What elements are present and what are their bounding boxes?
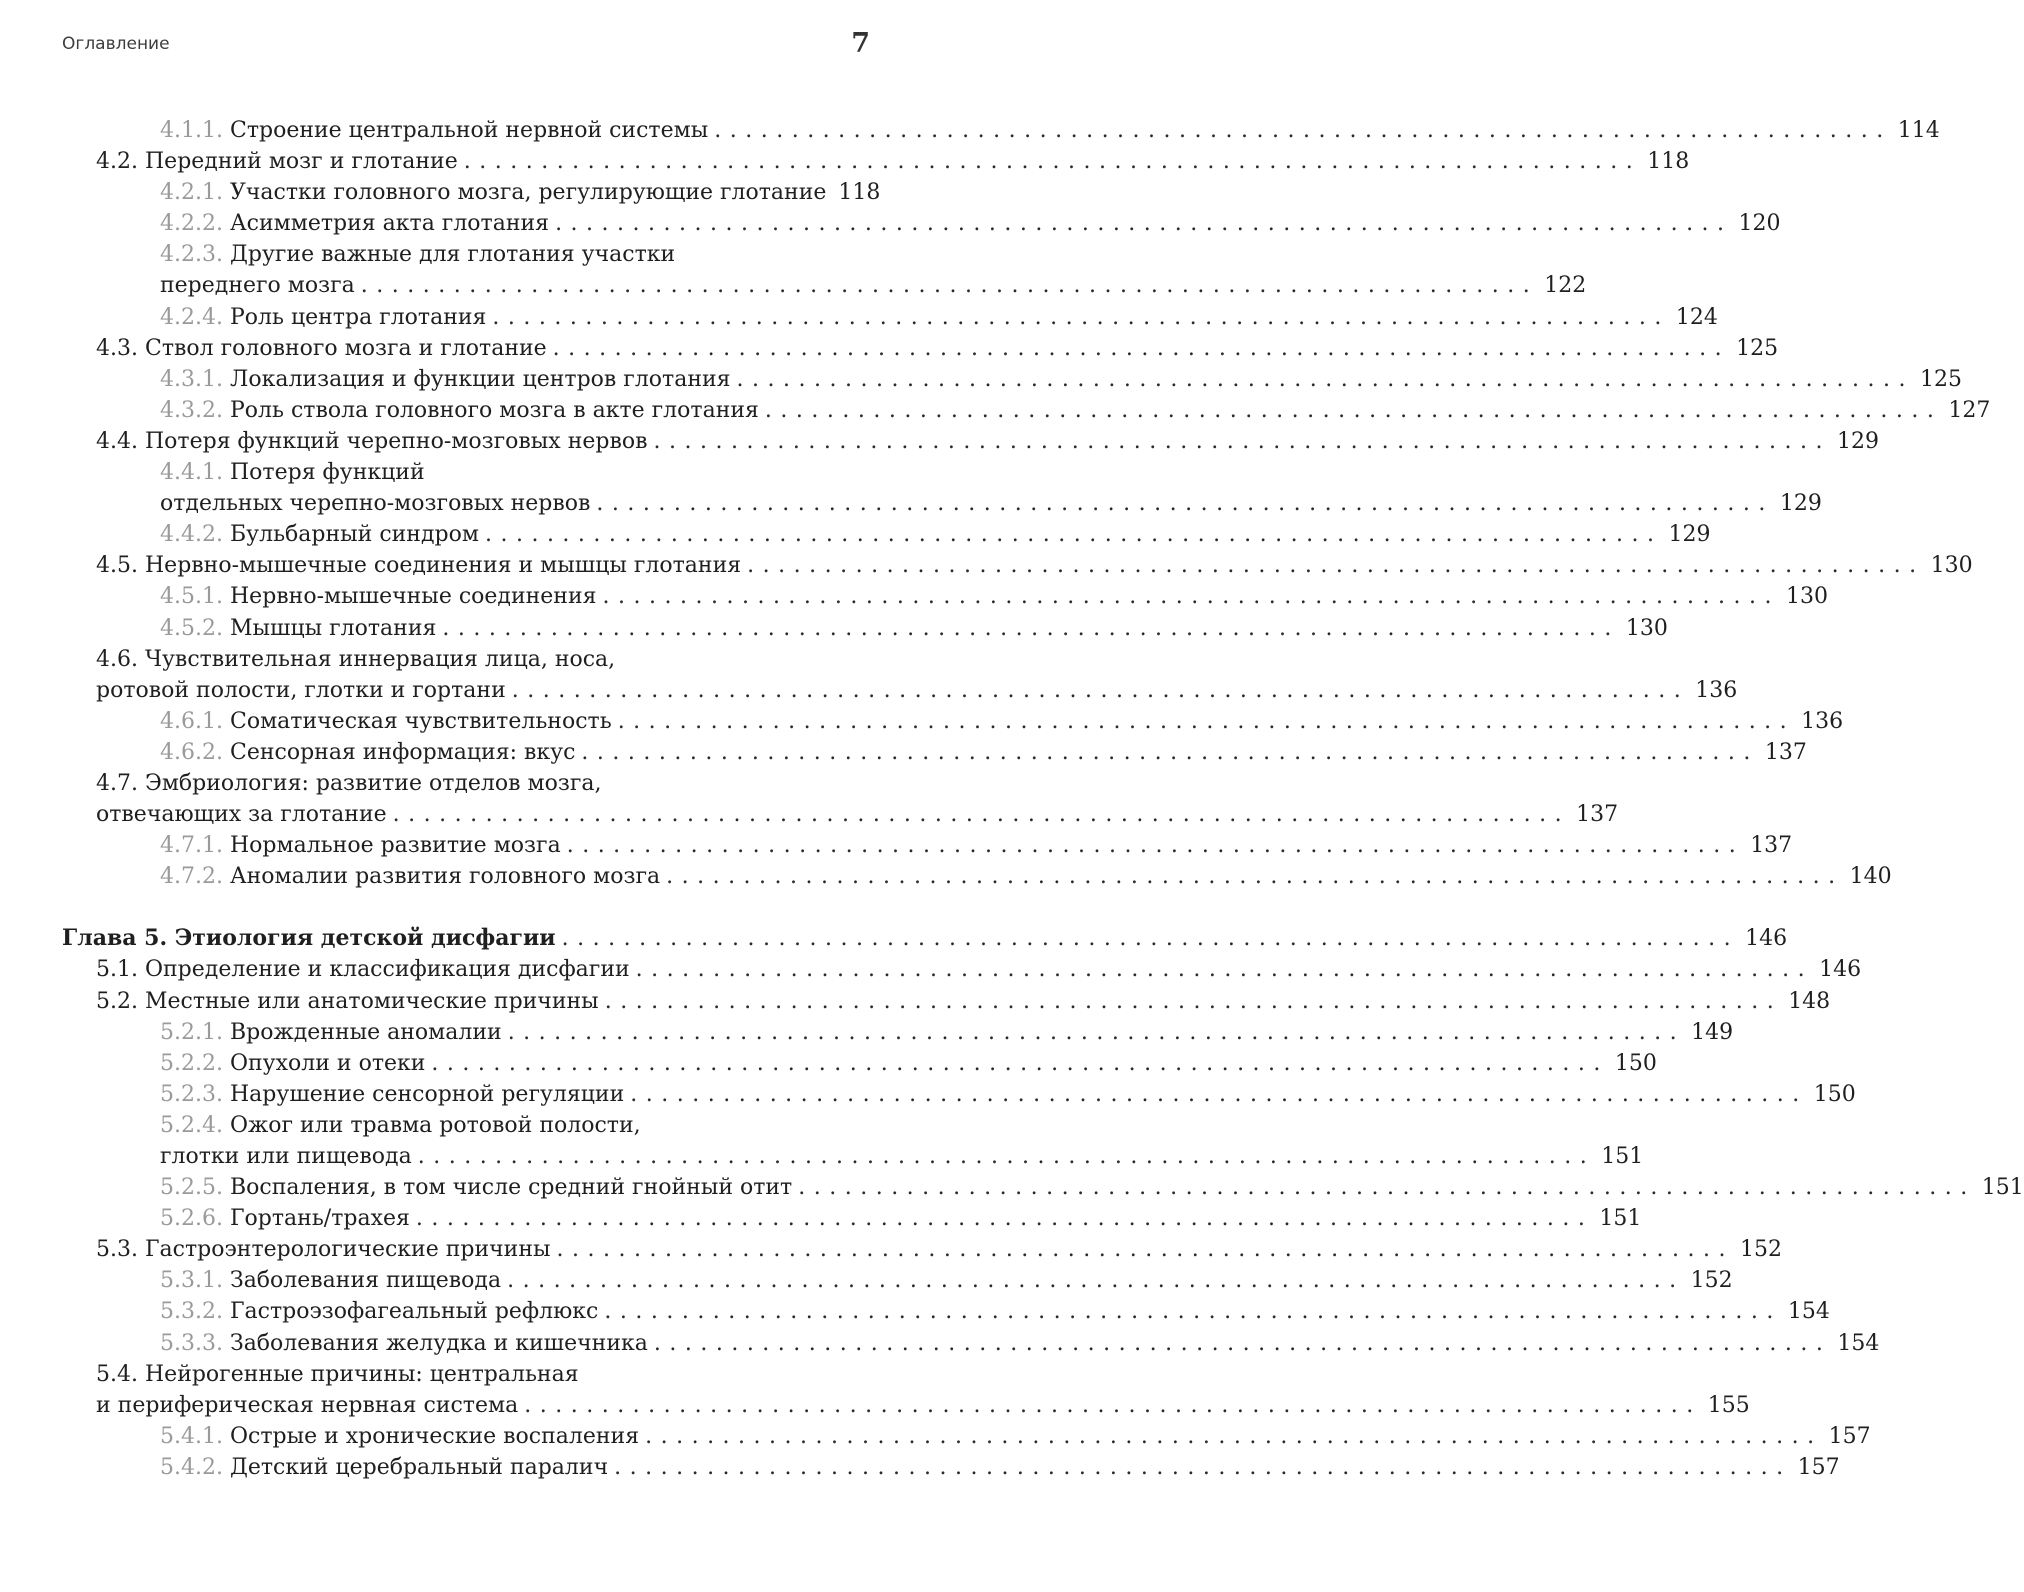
toc-entry-title: Врожденные аномалии bbox=[229, 1019, 502, 1045]
toc-entry[interactable] bbox=[62, 1452, 1840, 1483]
toc-entry-page: 118 bbox=[838, 180, 881, 206]
toc-entry-line2[interactable] bbox=[62, 799, 1619, 830]
toc-entry-page: 150 bbox=[1614, 1050, 1657, 1076]
dot-leader: ............................................................................ bbox=[645, 1423, 1823, 1449]
toc-entry-number: 5.3.3. bbox=[160, 1330, 223, 1356]
toc-entry-page: 157 bbox=[1797, 1454, 1840, 1480]
toc-entry-line1[interactable] bbox=[62, 1110, 874, 1141]
toc-entry-number: 4.3.1. bbox=[160, 366, 223, 392]
toc-entry-page: 118 bbox=[1647, 149, 1690, 175]
toc-entry[interactable] bbox=[62, 1203, 1642, 1234]
toc-entry-number: 4.2.4. bbox=[160, 304, 223, 330]
toc-entry-title: Строение центральной нервной системы bbox=[229, 118, 709, 143]
toc-entry[interactable] bbox=[62, 208, 1781, 239]
toc-entry-line1[interactable] bbox=[62, 768, 874, 799]
toc-entry-number: 4.2.3. bbox=[160, 242, 223, 268]
toc-entry-number: 5.2.1. bbox=[160, 1019, 223, 1045]
toc-entry-number: 5.2.4. bbox=[160, 1112, 223, 1138]
toc-entry-number: 5.4.2. bbox=[160, 1454, 223, 1480]
toc-entry[interactable] bbox=[62, 519, 1711, 550]
toc-entry-title: Сенсорная информация: вкус bbox=[229, 739, 576, 765]
toc-entry-page: 155 bbox=[1707, 1392, 1750, 1418]
toc-entry-title: Потеря функций bbox=[229, 460, 425, 486]
toc-entry-page: 114 bbox=[1897, 118, 1940, 143]
toc-entry-title: Соматическая чувствительность bbox=[229, 708, 612, 734]
toc-entry-number: 4.7.2. bbox=[160, 864, 223, 890]
toc-entry-title: Роль ствола головного мозга в акте глотания bbox=[229, 397, 759, 423]
toc-entry-number: 5.2.5. bbox=[160, 1175, 223, 1201]
toc-entry[interactable] bbox=[62, 613, 1668, 644]
toc-entry-number: 4.1.1. bbox=[160, 118, 223, 143]
toc-entry-page: 130 bbox=[1930, 553, 1973, 579]
toc-entry-title: Бульбарный синдром bbox=[229, 522, 479, 548]
toc-entry-line1[interactable] bbox=[62, 239, 874, 270]
toc-entry-number: 4.4. bbox=[96, 428, 138, 454]
toc-entry-page: 136 bbox=[1801, 708, 1844, 734]
toc-entry-number: 4.4.2. bbox=[160, 522, 223, 548]
dot-leader: ............................................................................ bbox=[360, 273, 1539, 299]
toc-entry-line2[interactable] bbox=[62, 488, 1822, 519]
toc-entry[interactable] bbox=[62, 1172, 2024, 1203]
section-gap bbox=[62, 892, 874, 923]
toc-entry-number: 4.6. bbox=[96, 646, 138, 672]
toc-entry-line1[interactable] bbox=[62, 644, 874, 675]
toc-entry-page: 137 bbox=[1576, 802, 1619, 828]
toc-entry-title: Мышцы глотания bbox=[229, 615, 437, 641]
toc-entry-title-continued: отдельных черепно-мозговых нервов bbox=[160, 491, 591, 517]
dot-leader: ............................................................................ bbox=[484, 522, 1663, 548]
toc-entry[interactable] bbox=[62, 1048, 1657, 1079]
toc-entry[interactable] bbox=[62, 1296, 1830, 1327]
toc-entry-title: Гастроэзофагеальный рефлюкс bbox=[229, 1299, 599, 1325]
toc-chapter[interactable] bbox=[62, 923, 1788, 954]
toc-entry-number: 4.5.2. bbox=[160, 615, 223, 641]
toc-entry-page: 151 bbox=[1981, 1175, 2024, 1201]
toc-entry-title: Эмбриология: развитие отделов мозга, bbox=[144, 770, 602, 796]
toc-entry-title: Ожог или травма ротовой полости, bbox=[229, 1112, 641, 1138]
toc-entry-page: 140 bbox=[1849, 864, 1892, 890]
toc-entry[interactable] bbox=[62, 333, 1779, 364]
toc-entry-title: Асимметрия акта глотания bbox=[229, 211, 550, 237]
toc-entry-page: 127 bbox=[1948, 397, 1991, 423]
toc-entry-page: 129 bbox=[1779, 491, 1822, 517]
toc-entry[interactable] bbox=[62, 737, 1807, 768]
dot-leader: ............................................................................ bbox=[653, 428, 1831, 454]
dot-leader: ............................................................................ bbox=[566, 833, 1745, 859]
dot-leader: ............................................................................ bbox=[417, 1144, 1596, 1169]
toc-entry-number: 5.2. bbox=[96, 988, 138, 1014]
dot-leader: ............................................................................ bbox=[604, 1299, 1782, 1325]
toc-entry[interactable] bbox=[62, 115, 1940, 146]
toc-entry-title: Нервно-мышечные соединения и мышцы глотания bbox=[144, 553, 742, 579]
toc-entry-page: 129 bbox=[1836, 428, 1879, 454]
table-of-contents bbox=[62, 115, 2024, 1483]
toc-entry-title-continued: глотки или пищевода bbox=[160, 1144, 412, 1169]
dot-leader: ............................................................................ bbox=[736, 366, 1915, 392]
toc-entry[interactable] bbox=[62, 706, 1844, 737]
toc-entry-page: 122 bbox=[1544, 273, 1587, 299]
dot-leader: ............................................................................ bbox=[442, 615, 1620, 641]
toc-entry-number: 4.3.2. bbox=[160, 397, 223, 423]
toc-entry-page: 154 bbox=[1837, 1330, 1880, 1356]
toc-entry-title: Нейрогенные причины: центральная bbox=[144, 1361, 579, 1387]
toc-entry-page: 152 bbox=[1740, 1237, 1782, 1263]
toc-entry[interactable] bbox=[62, 146, 1690, 177]
toc-entry-title: Гортань/трахея bbox=[229, 1206, 410, 1232]
toc-entry-page: 151 bbox=[1599, 1206, 1642, 1232]
toc-entry-number: 5.3.1. bbox=[160, 1268, 223, 1294]
toc-entry[interactable] bbox=[62, 861, 1892, 892]
toc-entry-title-continued: отвечающих за глотание bbox=[96, 802, 387, 828]
toc-entry-number: 4.5.1. bbox=[160, 584, 223, 610]
toc-entry-title: Нервно-мышечные соединения bbox=[229, 584, 597, 610]
toc-entry-title: Потеря функций черепно-мозговых нервов bbox=[144, 428, 648, 454]
toc-entry-title: Острые и хронические воспаления bbox=[229, 1423, 640, 1449]
dot-leader: ............................................................................ bbox=[764, 397, 1943, 423]
dot-leader: ............................................................................ bbox=[617, 708, 1796, 734]
dot-leader: ............................................................................ bbox=[556, 1237, 1734, 1263]
toc-entry-title: Ствол головного мозга и глотание bbox=[144, 335, 547, 361]
toc-entry-line2[interactable] bbox=[62, 1390, 1750, 1421]
toc-entry[interactable] bbox=[62, 550, 1973, 581]
toc-entry-number: 4.7. bbox=[96, 770, 138, 796]
toc-entry-number: 5.4. bbox=[96, 1361, 138, 1387]
toc-entry-page: 148 bbox=[1788, 988, 1831, 1014]
toc-entry[interactable] bbox=[62, 1079, 1856, 1110]
toc-entry-page: 157 bbox=[1828, 1423, 1871, 1449]
page-number: 7 bbox=[851, 28, 870, 59]
toc-entry[interactable] bbox=[62, 395, 1991, 426]
toc-entry-number: 4.3. bbox=[96, 335, 138, 361]
toc-entry-title: Другие важные для глотания участки bbox=[229, 242, 676, 268]
toc-entry[interactable] bbox=[62, 1265, 1733, 1296]
dot-leader: ............................................................................ bbox=[747, 553, 1925, 579]
toc-entry-title: Определение и классификация дисфагии bbox=[144, 957, 630, 983]
toc-entry-title: Аномалии развития головного мозга bbox=[229, 864, 661, 890]
toc-entry-title: Детский церебральный паралич bbox=[229, 1454, 609, 1480]
toc-entry-title: Передний мозг и глотание bbox=[144, 149, 458, 175]
toc-entry-page: 137 bbox=[1750, 833, 1793, 859]
toc-entry-line1[interactable] bbox=[62, 1359, 874, 1390]
dot-leader: ............................................................................ bbox=[614, 1454, 1792, 1480]
dot-leader: ............................................................................ bbox=[581, 739, 1759, 765]
toc-entry-page: 146 bbox=[1745, 926, 1788, 952]
toc-entry-number: 4.6.1. bbox=[160, 708, 223, 734]
toc-entry[interactable] bbox=[62, 426, 1879, 457]
toc-entry[interactable] bbox=[62, 364, 1963, 395]
dot-leader: ............................................................................ bbox=[507, 1019, 1686, 1045]
toc-entry-page: 146 bbox=[1819, 957, 1862, 983]
dot-leader: ............................................................................ bbox=[714, 118, 1892, 143]
toc-entry-number: 4.5. bbox=[96, 553, 138, 579]
toc-entry-page: 120 bbox=[1738, 211, 1781, 237]
dot-leader: ............................................................................ bbox=[653, 1330, 1832, 1356]
toc-entry-line1[interactable] bbox=[62, 457, 874, 488]
toc-entry-page: 130 bbox=[1786, 584, 1828, 610]
toc-entry-title: Воспаления, в том числе средний гнойный отит bbox=[229, 1175, 793, 1201]
toc-entry-title: Гастроэнтерологические причины bbox=[144, 1237, 551, 1263]
toc-entry[interactable] bbox=[62, 302, 1718, 333]
toc-entry-page: 130 bbox=[1625, 615, 1668, 641]
toc-entry[interactable] bbox=[62, 1234, 1782, 1265]
dot-leader: ............................................................................ bbox=[635, 957, 1814, 983]
dot-leader: ............................................................................ bbox=[463, 149, 1642, 175]
toc-entry[interactable] bbox=[62, 581, 1828, 612]
dot-leader: ............................................................................ bbox=[798, 1175, 1976, 1201]
dot-leader: ............................................................................ bbox=[507, 1268, 1685, 1294]
toc-entry-number: 5.3. bbox=[96, 1237, 138, 1263]
toc-entry-number: 5.2.3. bbox=[160, 1081, 223, 1107]
toc-entry[interactable] bbox=[62, 986, 1831, 1017]
toc-entry-number: 4.2.1. bbox=[160, 180, 223, 206]
toc-entry-page: 125 bbox=[1920, 366, 1963, 392]
toc-entry-page: 151 bbox=[1601, 1144, 1644, 1169]
dot-leader: ............................................................................ bbox=[604, 988, 1783, 1014]
toc-entry-title-continued: переднего мозга bbox=[160, 273, 355, 299]
dot-leader: ............................................................................ bbox=[492, 304, 1670, 330]
toc-entry-title: Нарушение сенсорной регуляции bbox=[229, 1081, 625, 1107]
toc-entry[interactable] bbox=[62, 830, 1793, 861]
toc-entry-page: 137 bbox=[1764, 739, 1807, 765]
toc-entry-number: 5.2.6. bbox=[160, 1206, 223, 1232]
toc-entry-page: 149 bbox=[1691, 1019, 1734, 1045]
toc-entry-number: 5.3.2. bbox=[160, 1299, 223, 1325]
toc-entry-title: Местные или анатомические причины bbox=[144, 988, 599, 1014]
toc-entry-page: 154 bbox=[1787, 1299, 1830, 1325]
toc-entry[interactable] bbox=[62, 177, 881, 208]
toc-entry-title: Нормальное развитие мозга bbox=[229, 833, 561, 859]
toc-entry-number: 4.6.2. bbox=[160, 739, 223, 765]
toc-entry-line2[interactable] bbox=[62, 1141, 1644, 1172]
running-head: Оглавление bbox=[62, 34, 170, 54]
toc-entry[interactable] bbox=[62, 954, 1862, 985]
toc-entry-title: Опухоли и отеки bbox=[229, 1050, 426, 1076]
toc-entry-number: 5.1. bbox=[96, 957, 138, 983]
toc-entry-title-continued: ротовой полости, глотки и гортани bbox=[96, 677, 506, 703]
toc-entry-page: 125 bbox=[1736, 335, 1779, 361]
dot-leader: ............................................................................ bbox=[511, 677, 1690, 703]
toc-entry-page: 152 bbox=[1690, 1268, 1733, 1294]
toc-entry-number: 4.7.1. bbox=[160, 833, 223, 859]
dot-leader: ............................................................................ bbox=[431, 1050, 1609, 1076]
dot-leader: ............................................................................ bbox=[630, 1081, 1808, 1107]
toc-entry-title: Роль центра глотания bbox=[229, 304, 487, 330]
dot-leader: ............................................................................ bbox=[392, 802, 1571, 828]
toc-chapter-title: Глава 5. Этиология детской дисфагии bbox=[62, 925, 556, 952]
dot-leader: ............................................................................ bbox=[415, 1206, 1594, 1232]
toc-entry-title: Участки головного мозга, регулирующие глотание bbox=[229, 180, 827, 206]
dot-leader: ............................................................................ bbox=[555, 211, 1733, 237]
toc-entry-page: 136 bbox=[1695, 677, 1738, 703]
toc-entry[interactable] bbox=[62, 1017, 1734, 1048]
dot-leader: ............................................................................ bbox=[596, 491, 1774, 517]
toc-entry-title: Чувствительная иннервация лица, носа, bbox=[144, 646, 616, 672]
dot-leader: ............................................................................ bbox=[561, 926, 1740, 952]
toc-entry-page: 124 bbox=[1675, 304, 1718, 330]
toc-entry-title: Заболевания желудка и кишечника bbox=[229, 1330, 648, 1356]
dot-leader: ............................................................................ bbox=[602, 584, 1780, 610]
toc-entry-number: 5.4.1. bbox=[160, 1423, 223, 1449]
dot-leader: ............................................................................ bbox=[524, 1392, 1702, 1418]
toc-entry-page: 129 bbox=[1668, 522, 1711, 548]
toc-entry-title: Заболевания пищевода bbox=[229, 1268, 502, 1294]
toc-entry-number: 5.2.2. bbox=[160, 1050, 223, 1076]
dot-leader: ............................................................................ bbox=[552, 335, 1731, 361]
toc-entry-number: 4.4.1. bbox=[160, 460, 223, 486]
toc-entry-line2[interactable] bbox=[62, 675, 1738, 706]
toc-entry[interactable] bbox=[62, 1328, 1880, 1359]
toc-entry-title-continued: и периферическая нервная система bbox=[96, 1392, 519, 1418]
dot-leader: ............................................................................ bbox=[666, 864, 1844, 890]
toc-entry[interactable] bbox=[62, 1421, 1871, 1452]
toc-entry-line2[interactable] bbox=[62, 270, 1587, 301]
toc-entry-number: 4.2.2. bbox=[160, 211, 223, 237]
toc-entry-page: 150 bbox=[1813, 1081, 1856, 1107]
toc-entry-number: 4.2. bbox=[96, 149, 138, 175]
toc-entry-title: Локализация и функции центров глотания bbox=[229, 366, 731, 392]
